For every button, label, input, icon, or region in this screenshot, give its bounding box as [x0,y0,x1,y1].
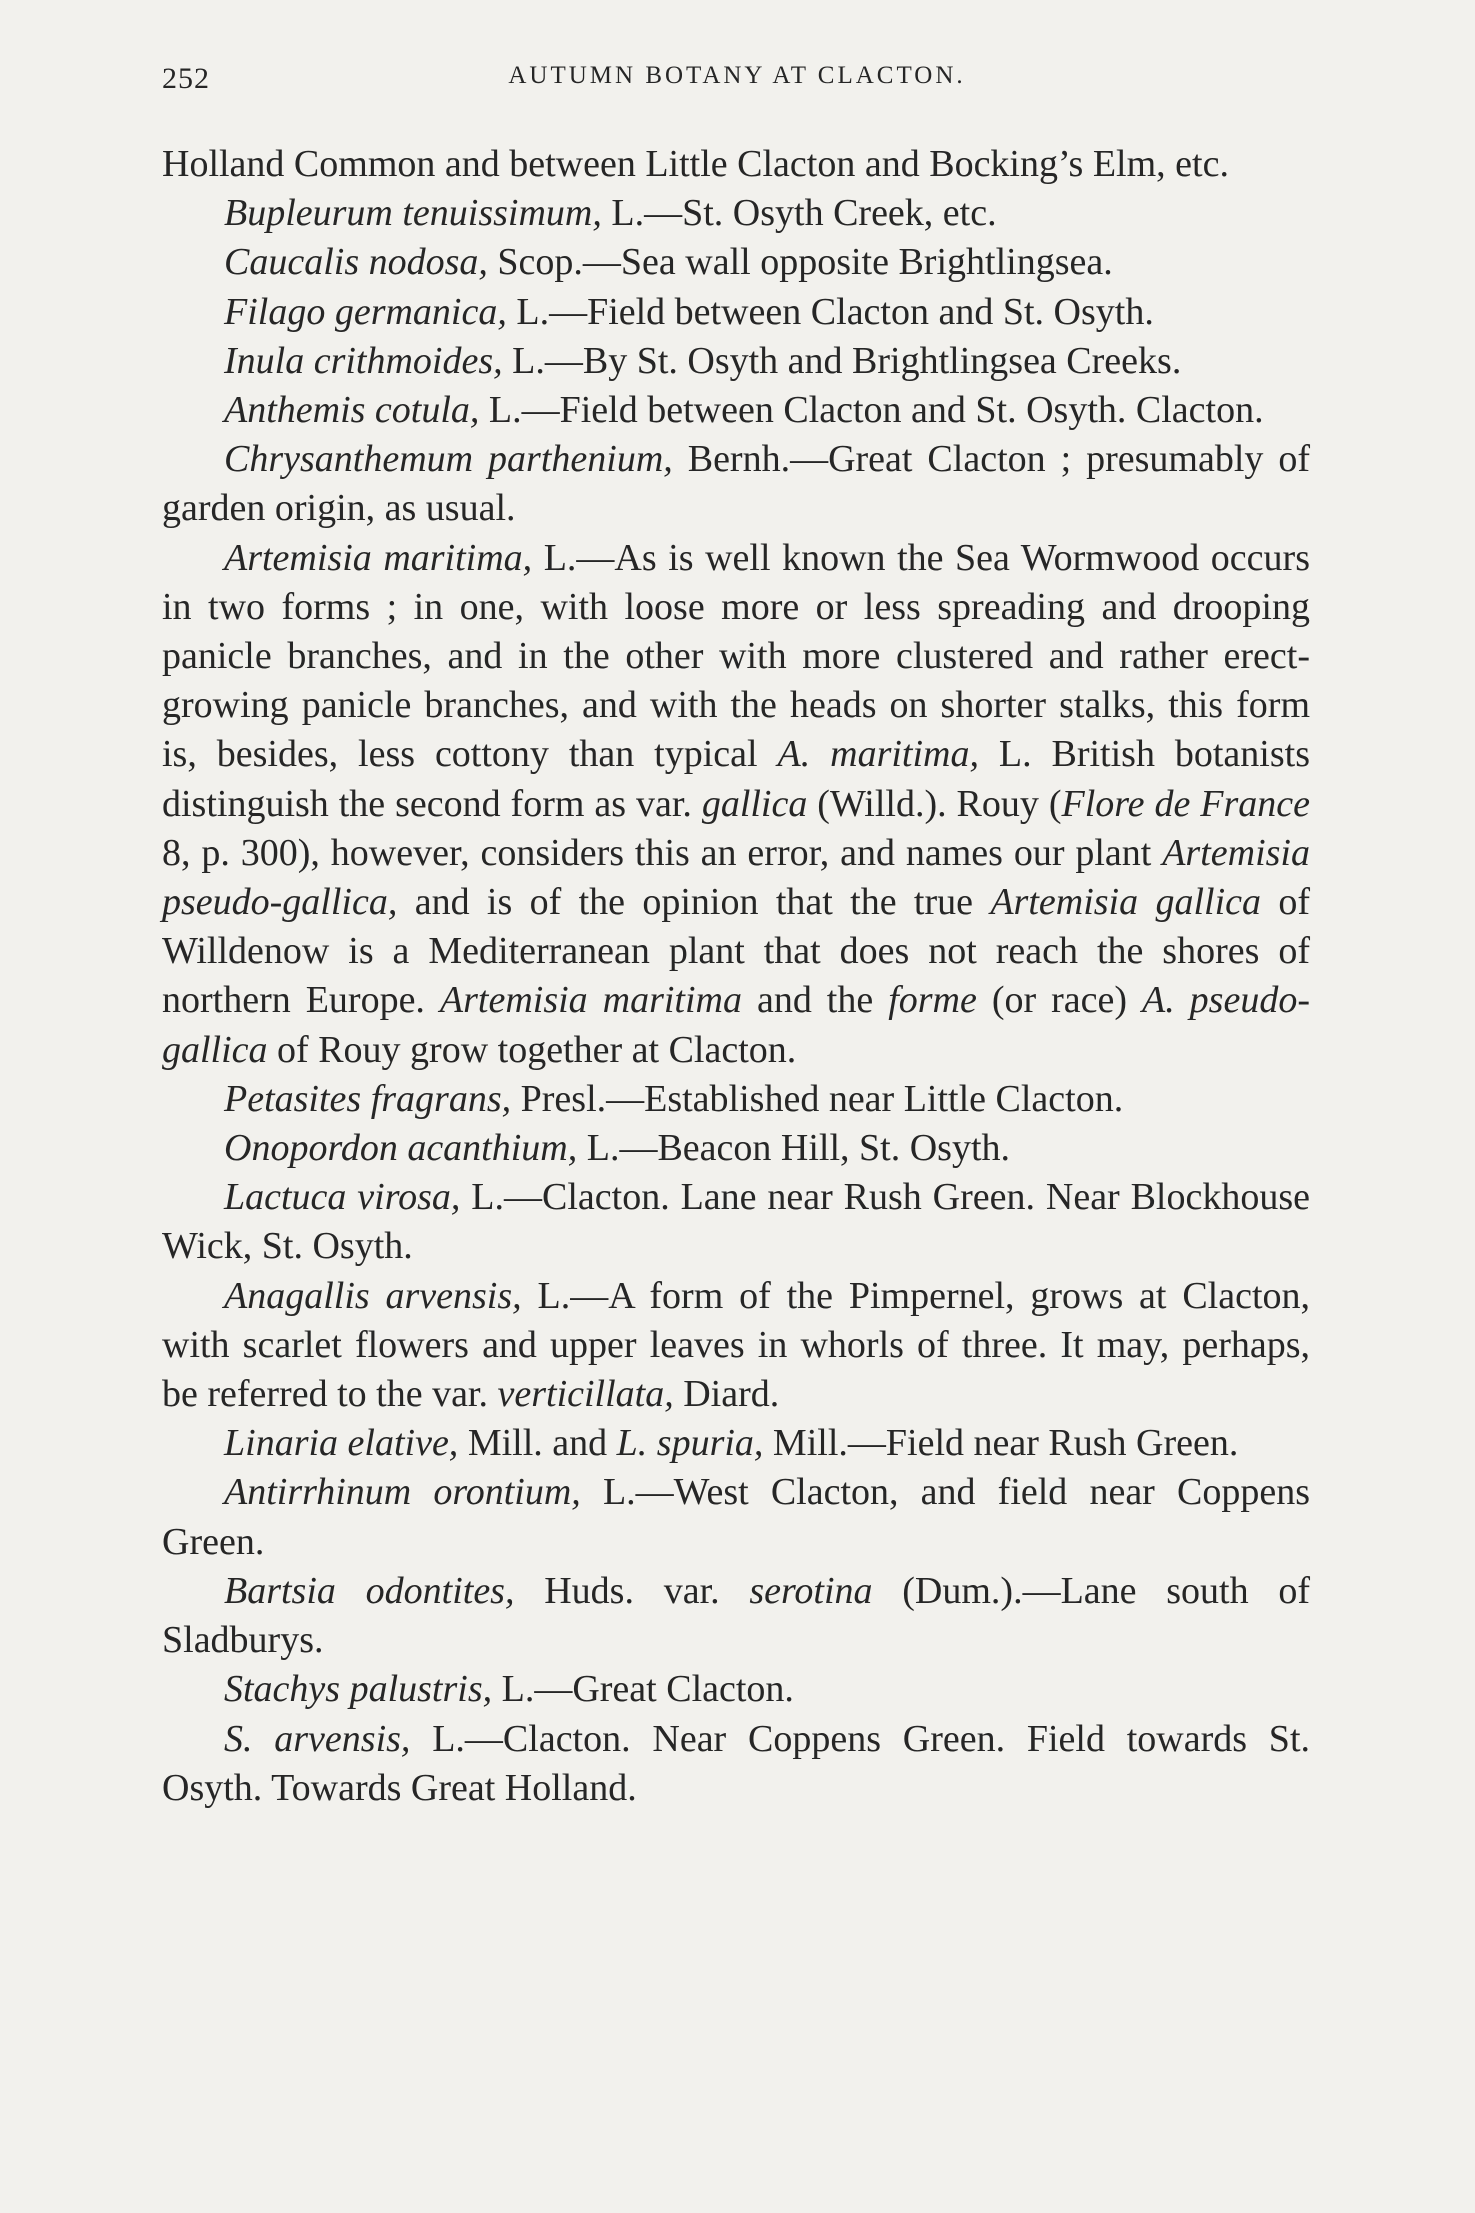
species-entry [162,140,1310,189]
body-text: (Willd.). Rouy ( [807,782,1062,825]
italic-text: Artemisia maritima, [224,536,533,579]
body-text: L.—A form of the Pimpernel, grows at Clacton, with scarlet flowers and upper leaves in whorls of three. It may, perhaps, be referred to the var. [162,1274,1311,1416]
italic-text: Linaria elative, [224,1422,459,1465]
body-text: L.—Clacton. Lane near Rush Green. Near Blockhouse Wick, St. Osyth. [162,1176,1311,1268]
page-number: 252 [162,62,210,95]
body-text: 8, p. 300), however, considers this an error, and names our plant [162,831,1163,874]
italic-text: Artemisia gallica [990,881,1261,924]
italic-text: Artemisia maritima [439,979,742,1022]
italic-text: Caucalis nodosa, [224,241,488,284]
body-text: of Rouy grow together at Clacton. [267,1028,797,1071]
body-text: L.—St. Osyth Creek, etc. [601,192,997,235]
italic-text: Filago germanica, [224,290,507,333]
italic-text: Chrysanthemum parthenium, [224,438,673,481]
body-text: (Dum.).—Lane south of Sladburys. [162,1569,1311,1662]
italic-text: Artemisia pseudo-gallica, [162,831,1310,924]
species-entry [162,1715,1310,1813]
italic-text: L. spuria, [616,1422,764,1465]
italic-text: S. arvensis, [224,1717,411,1760]
italic-text: Flore de France [1061,782,1310,825]
species-entry [162,1124,1310,1173]
running-title: AUTUMN BOTANY AT CLACTON. [508,62,966,89]
body-text: and is of the opinion that the true [397,881,991,924]
species-entry [162,1419,1310,1468]
body-text: and the [742,979,889,1022]
species-entry [162,1468,1310,1566]
species-entry [162,435,1310,533]
italic-text: Petasites fragrans, [224,1077,512,1120]
species-entry [162,337,1310,386]
body-text: L.—Field between Clacton and St. Osyth. Clacton. [479,389,1264,432]
italic-text: Anagallis arvensis, [224,1274,522,1317]
italic-text: gallica [701,782,808,825]
body-text: Bernh.—Great Clacton ; presumably of garden origin, as usual. [162,438,1310,530]
italic-text: Antirrhinum orontium, [224,1471,581,1514]
italic-text: Inula crithmoides, [224,339,503,382]
italic-text: A. pseudo-gallica [162,979,1310,1071]
italic-text: Stachys palustris, [224,1668,493,1711]
body-text: Holland Common and between Little Clacton and Bocking’s Elm, etc. [162,143,1229,185]
species-entry [162,1075,1310,1124]
italic-text: forme [888,979,977,1022]
body-text: of Willdenow is a Mediterranean plant that does not reach the shores of northern Europe. [162,881,1310,1022]
species-entry [162,1173,1310,1271]
italic-text: Lactuca virosa, [224,1176,461,1219]
species-entry [162,1567,1310,1665]
body-text: L. British botanists distinguish the second form as var. [162,733,1310,825]
italic-text: A. maritima, [777,733,979,776]
body-text: L.—Beacon Hill, St. Osyth. [577,1127,1011,1170]
italic-text: Anthemis cotula, [224,389,480,432]
species-entry [162,1665,1310,1714]
body-text: Presl.—Established near Little Clacton. [511,1077,1124,1120]
species-entry [162,189,1310,238]
body-text: Mill.—Field near Rush Green. [763,1422,1239,1465]
body-text: L.—West Clacton, and field near Coppens Green. [162,1471,1310,1563]
species-entry [162,534,1310,1075]
body-text: L.—By St. Osyth and Brightlingsea Creeks. [502,339,1182,382]
species-entry [162,238,1310,287]
italic-text: Onopordon acanthium, [224,1127,578,1170]
text-body [162,140,1310,1813]
running-head [162,62,1312,102]
body-text: L.—Clacton. Near Coppens Green. Field towards St. Osyth. Towards Great Holland. [162,1717,1311,1809]
body-text: Diard. [673,1373,780,1416]
body-text: (or race) [976,979,1142,1022]
body-text: Huds. var. [514,1569,750,1612]
species-entry [162,288,1310,337]
italic-text: serotina [749,1569,873,1612]
species-entry [162,1272,1310,1420]
body-text: L.—Great Clacton. [492,1668,794,1711]
italic-text: verticillata, [497,1373,674,1416]
body-text: Scop.—Sea wall opposite Brightlingsea. [487,241,1113,284]
body-text: Mill. and [458,1422,617,1465]
italic-text: Bupleurum tenuissimum, [224,192,602,235]
species-entry [162,386,1310,435]
body-text: L.—As is well known the Sea Wormwood occurs in two forms ; in one, with loose more or less spreading and drooping panicle branches, and in the other with more clustered and rather erect-growing panicle branches, and with the heads on shorter stalks, this form is, besides, less cottony than typical [162,536,1310,776]
body-text: L.—Field between Clacton and St. Osyth. [506,290,1154,333]
italic-text: Bartsia odontites, [224,1569,515,1612]
